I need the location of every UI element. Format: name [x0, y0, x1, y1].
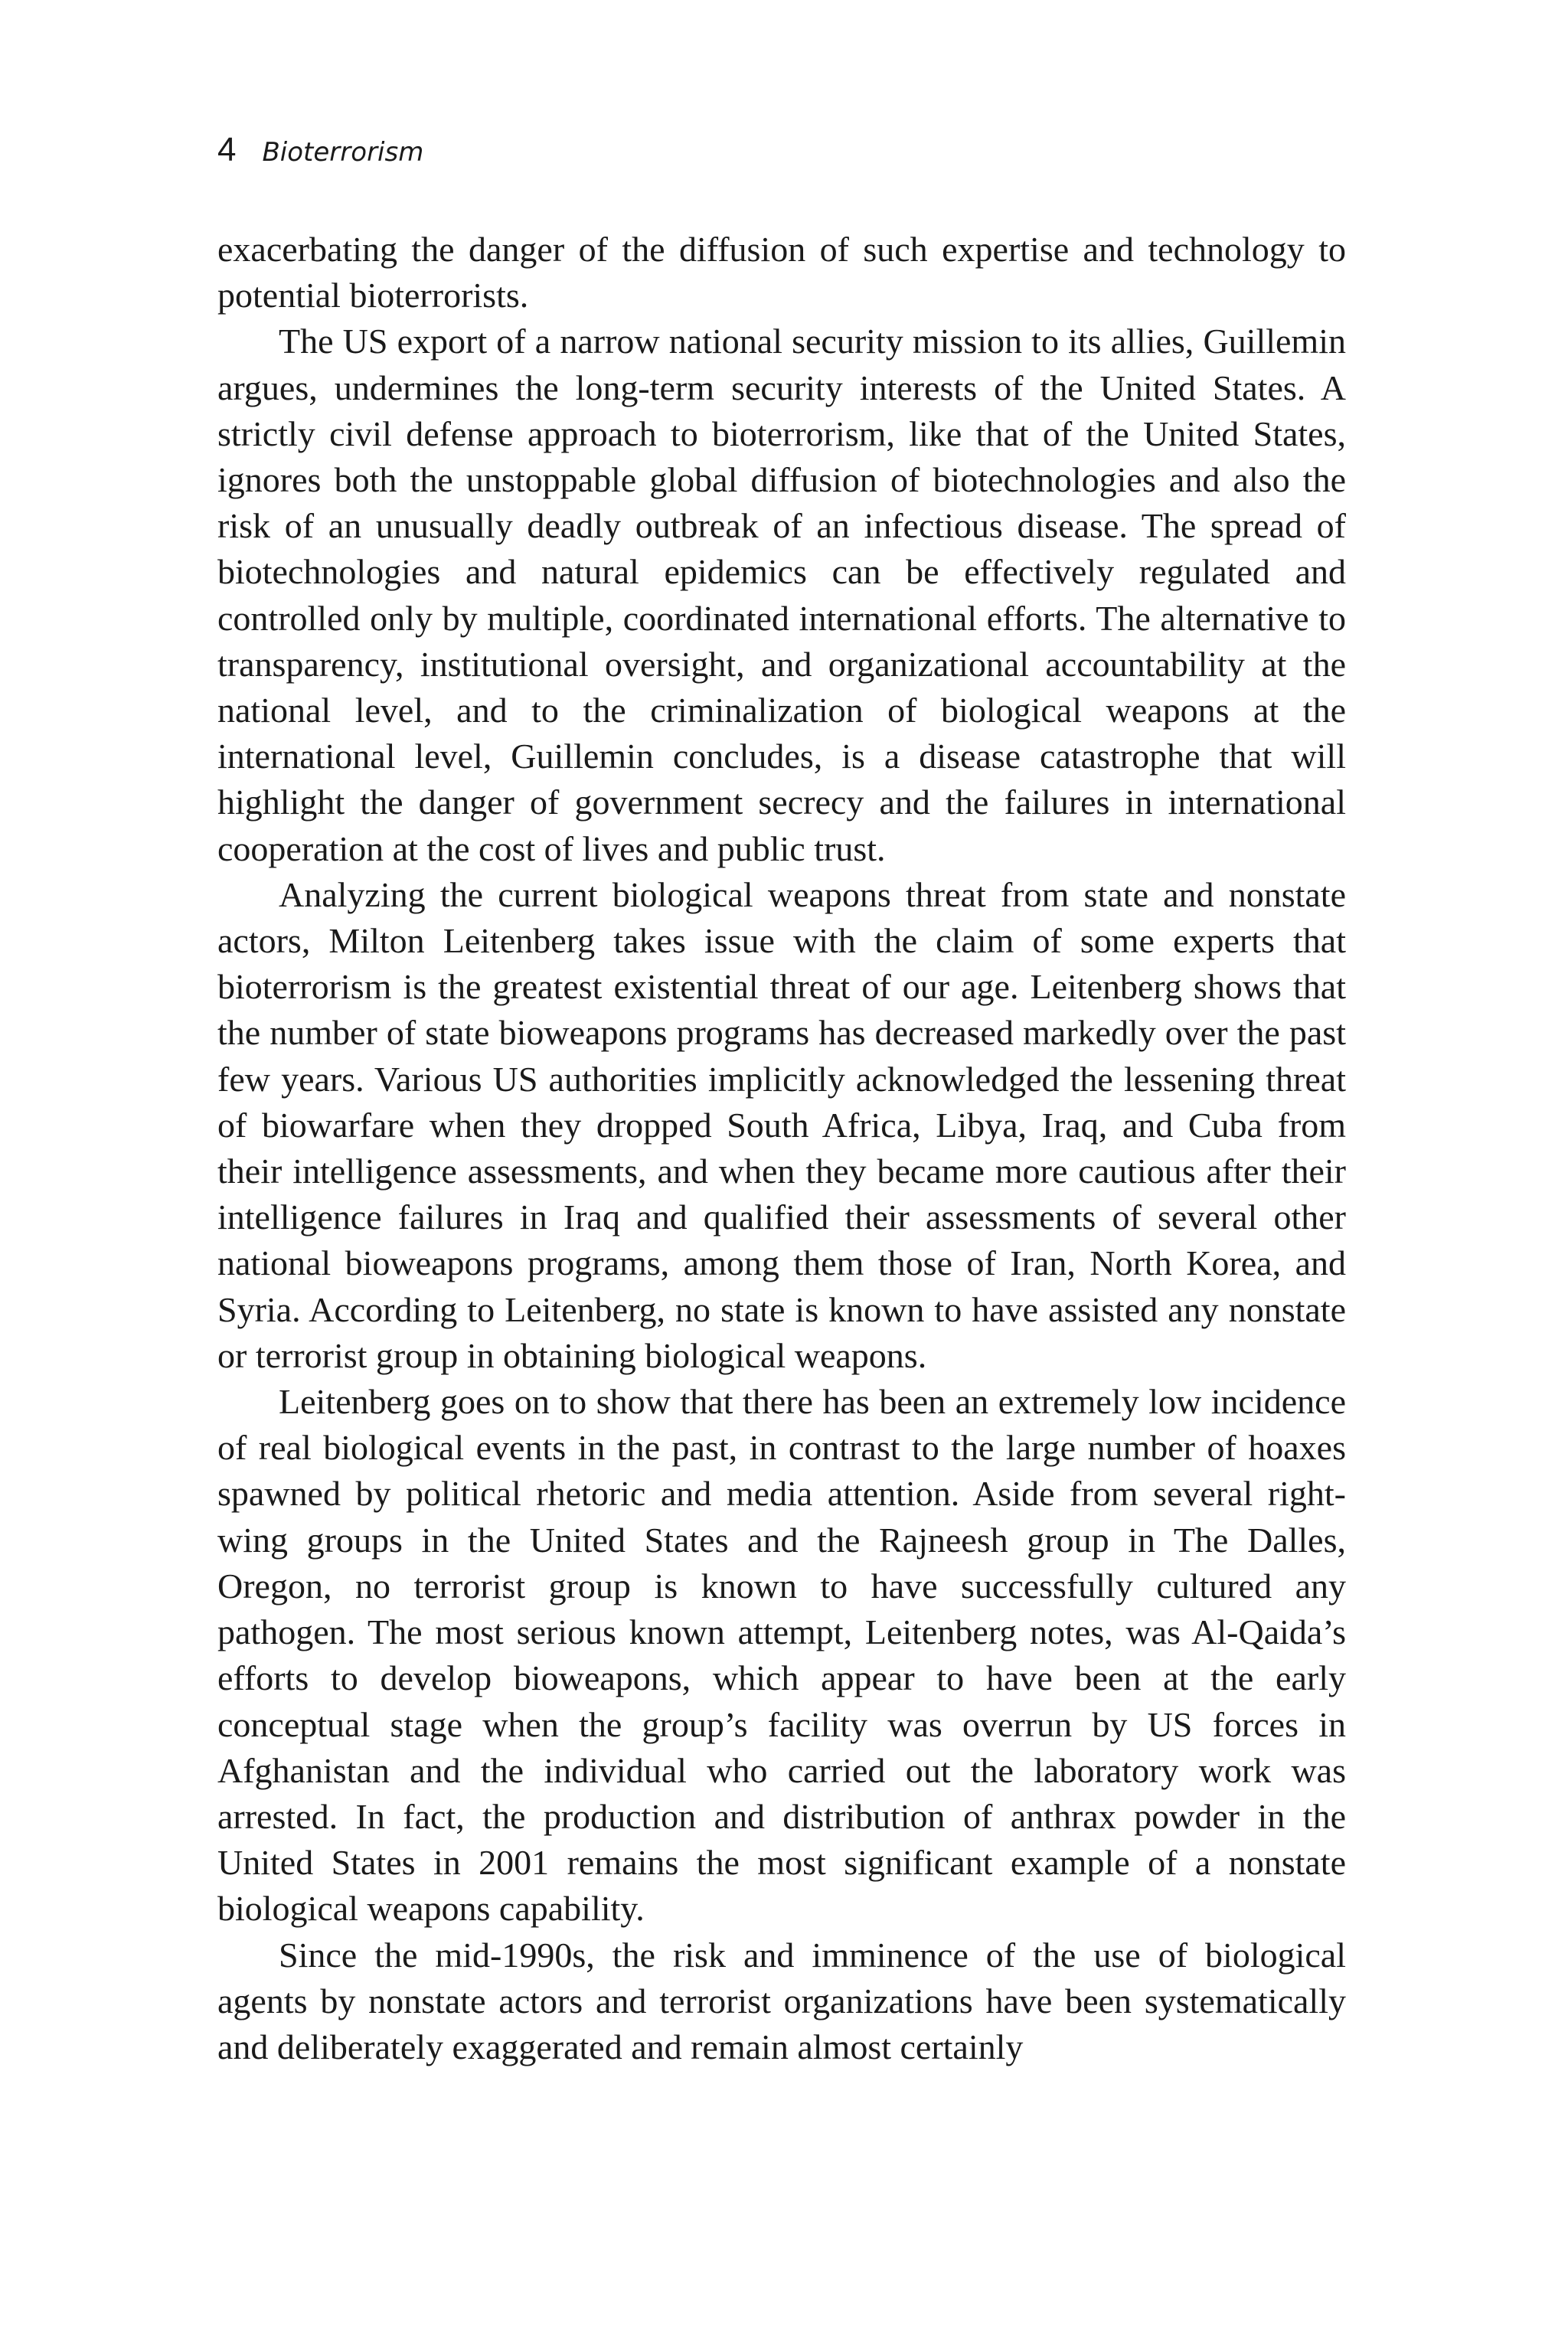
page-number: 4: [217, 131, 237, 168]
paragraph-mid-1990s: Since the mid-1990s, the risk and imminence of the use of biological agents by nonstate actors and terrorist organizations have been systematically and deliberately exaggerated and remain almost certainly: [217, 1935, 1346, 2066]
body-text: [217, 227, 1346, 2070]
running-head: [217, 127, 423, 173]
running-title: Bioterrorism: [262, 137, 424, 168]
paragraph-continuation: exacerbating the danger of the diffusion of such expertise and technology to potential bioterrorists.: [217, 230, 1346, 315]
paragraph-guillemin: The US export of a narrow national security mission to its allies, Guillemin argues, undermines the long-term security interests of the United States. A strictly civil defense approach to bioterrorism, like that of the United States, ignores both the unstoppable global diffusion of biotechnologies and also the risk of an unusually deadly outbreak of an infectious disease. The spread of biotechnologies and natural epidemics can be effectively regulated and controlled only by multiple, coordinated international efforts. The alternative to transparency, institutional oversight, and organizational accountability at the national level, and to the criminalization of biological weapons at the international level, Guillemin concludes, is a disease catastrophe that will highlight the danger of government secrecy and the failures in international cooperation at the cost of lives and public trust.: [217, 322, 1346, 868]
paragraph-leitenberg-events: Leitenberg goes on to show that there has been an extremely low incidence of real biological events in the past, in contrast to the large number of hoaxes spawned by political rhetoric and media attention. Aside from several right-wing groups in the United States and the Rajneesh group in The Dalles, Oregon, no terrorist group is known to have successfully cultured any pathogen. The most serious known attempt, Leitenberg notes, was Al-Qaida’s efforts to develop bioweapons, which appear to have been at the early conceptual stage when the group’s facility was overrun by US forces in Afghanistan and the individual who carried out the laboratory work was arrested. In fact, the production and distribution of anthrax powder in the United States in 2001 remains the most significant example of a nonstate biological weapons capability.: [217, 1382, 1346, 1929]
paragraph-leitenberg-threat: Analyzing the current biological weapons threat from state and nonstate actors, Milton Leitenberg takes issue with the claim of some experts that bioterrorism is the greatest existential threat of our age. Leitenberg shows that the number of state bioweapons programs has decreased markedly over the past few years. Various US authorities implicitly acknowledged the lessening threat of biowarfare when they dropped South Africa, Libya, Iraq, and Cuba from their intelligence assessments, and when they became more cautious after their intelligence failures in Iraq and qualified their assessments of several other national bioweapons programs, among them those of Iran, North Korea, and Syria. According to Leitenberg, no state is known to have assisted any nonstate or terrorist group in obtaining biological weapons.: [217, 874, 1346, 1375]
